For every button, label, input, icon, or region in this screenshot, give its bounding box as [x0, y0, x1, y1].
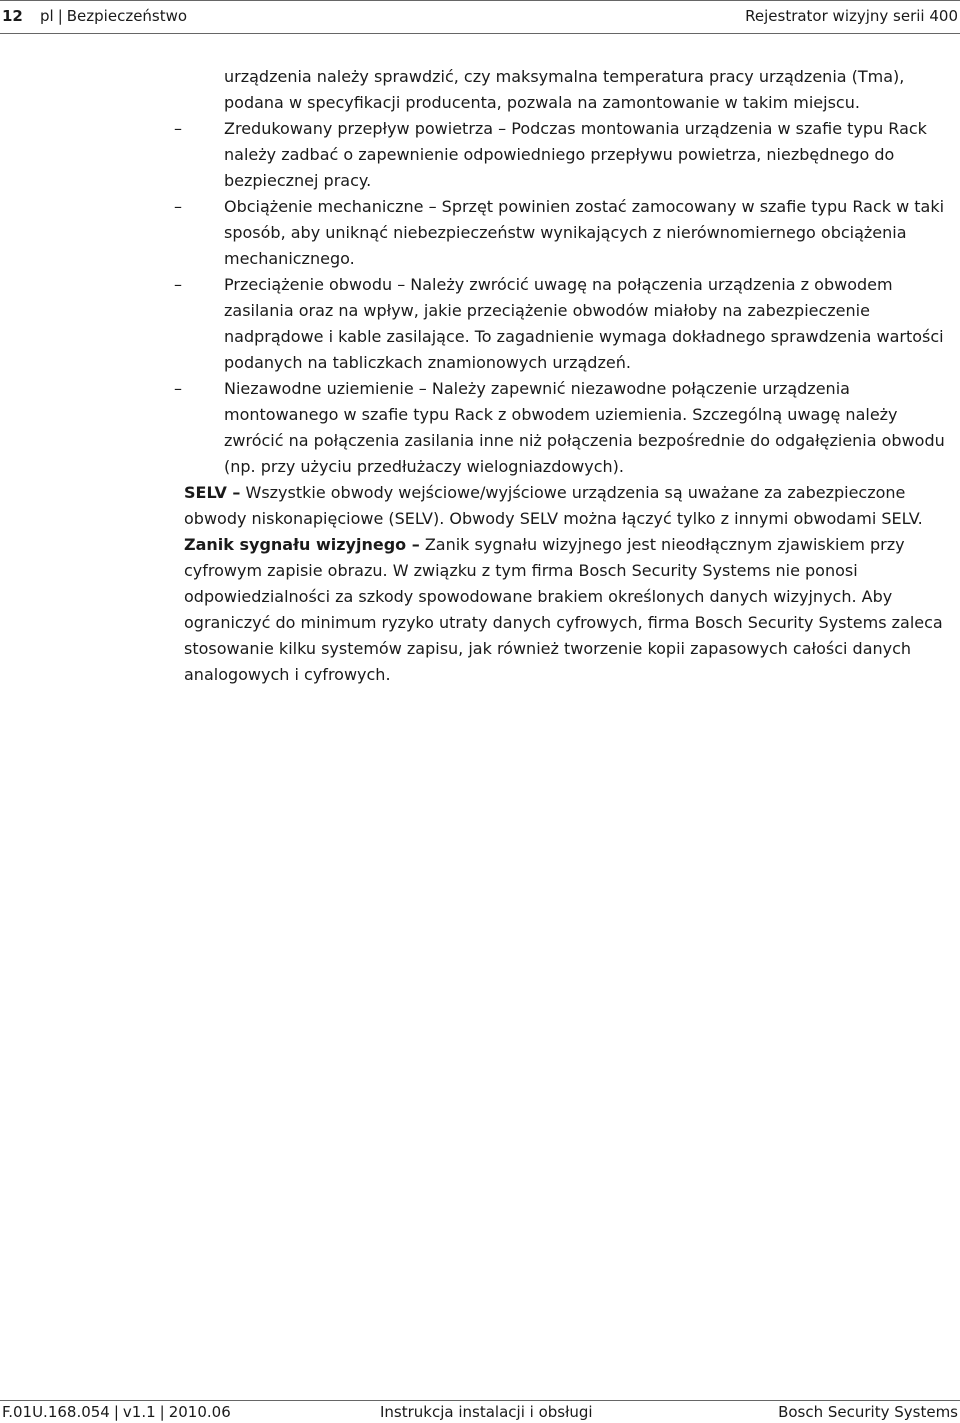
- paragraph-text: Wszystkie obwody wejściowe/wyjściowe urządzenia są uważane za zabezpieczone obwody niskonapięciowe (SELV). Obwody SELV można łączyć tylko z innymi obwodami SELV.: [184, 483, 923, 528]
- paragraph-text: Zanik sygnału wizyjnego jest nieodłącznym zjawiskiem przy cyfrowym zapisie obrazu. W związku z tym firma Bosch Security Systems nie ponosi odpowiedzialności za szkody spowodowane brakiem określonych danych wizyjnych. Aby ograniczyć do minimum ryzyko utraty danych cyfrowych, firma Bosch Security Systems zaleca stosowanie kilku systemów zapisu, jak również tworzenie kopii zapasowych całości danych analogowych i cyfrowych.: [184, 535, 943, 684]
- page-content: [174, 64, 960, 688]
- bullet-dash: –: [174, 379, 182, 398]
- video-loss-paragraph: [184, 532, 960, 688]
- footer-date: 2010.06: [168, 1403, 231, 1421]
- page-header: [0, 0, 960, 34]
- footer-company: Bosch Security Systems: [778, 1403, 958, 1421]
- paragraph-term: SELV –: [184, 483, 241, 502]
- page-number: 12: [2, 7, 23, 25]
- footer-separator: |: [159, 1403, 165, 1421]
- bullet-dash: –: [174, 119, 182, 138]
- bullet-text: Zredukowany przepływ powietrza – Podczas montowania urządzenia w szafie typu Rack należy zadbać o zapewnienie odpowiedniego przepływu powietrza, niezbędnego do bezpiecznej pracy.: [224, 119, 927, 190]
- page-footer: [0, 1400, 960, 1423]
- bullet-text: Przeciążenie obwodu – Należy zwrócić uwagę na połączenia urządzenia z obwodem zasilania oraz na wpływ, jakie przeciążenie obwodów miałoby na zabezpieczenie nadprądowe i kable zasilające. To zagadnienie wymaga dokładnego sprawdzenia wartości podanych na tabliczkach znamionowych urządzeń.: [224, 275, 944, 372]
- header-document-title: Rejestrator wizyjny serii 400: [745, 7, 958, 25]
- bullet-dash: –: [174, 197, 182, 216]
- header-separator: |: [57, 7, 63, 25]
- header-section: [40, 7, 187, 25]
- bullet-item: [174, 194, 960, 272]
- continuation-text: urządzenia należy sprawdzić, czy maksymalna temperatura pracy urządzenia (Tma), podana w specyfikacji producenta, pozwala na zamontowanie w takim miejscu.: [224, 67, 905, 112]
- bullet-item: [174, 116, 960, 194]
- footer-doc-code: F.01U.168.054: [2, 1403, 110, 1421]
- bullet-item: [174, 376, 960, 480]
- bullet-dash: –: [174, 275, 182, 294]
- paragraph-term: Zanik sygnału wizyjnego –: [184, 535, 420, 554]
- header-language: pl: [40, 7, 54, 25]
- footer-separator: |: [113, 1403, 119, 1421]
- footer-doc-info: [2, 1403, 231, 1421]
- bullet-text: Obciążenie mechaniczne – Sprzęt powinien zostać zamocowany w szafie typu Rack w taki sposób, aby uniknąć niebezpieczeństw wynikających z nierównomiernego obciążenia mechanicznego.: [224, 197, 945, 268]
- bullet-text: Niezawodne uziemienie – Należy zapewnić niezawodne połączenie urządzenia montowanego w szafie typu Rack z obwodem uziemienia. Szczególną uwagę należy zwrócić na połączenia zasilania inne niż połączenia bezpośrednie do odgałęzienia obwodu (np. przy użyciu przedłużaczy wielogniazdowych).: [224, 379, 945, 476]
- selv-paragraph: [184, 480, 960, 532]
- header-section-name: Bezpieczeństwo: [66, 7, 188, 25]
- footer-version: v1.1: [122, 1403, 156, 1421]
- footer-manual-type: Instrukcja instalacji i obsługi: [380, 1403, 593, 1421]
- bullet-item: [174, 272, 960, 376]
